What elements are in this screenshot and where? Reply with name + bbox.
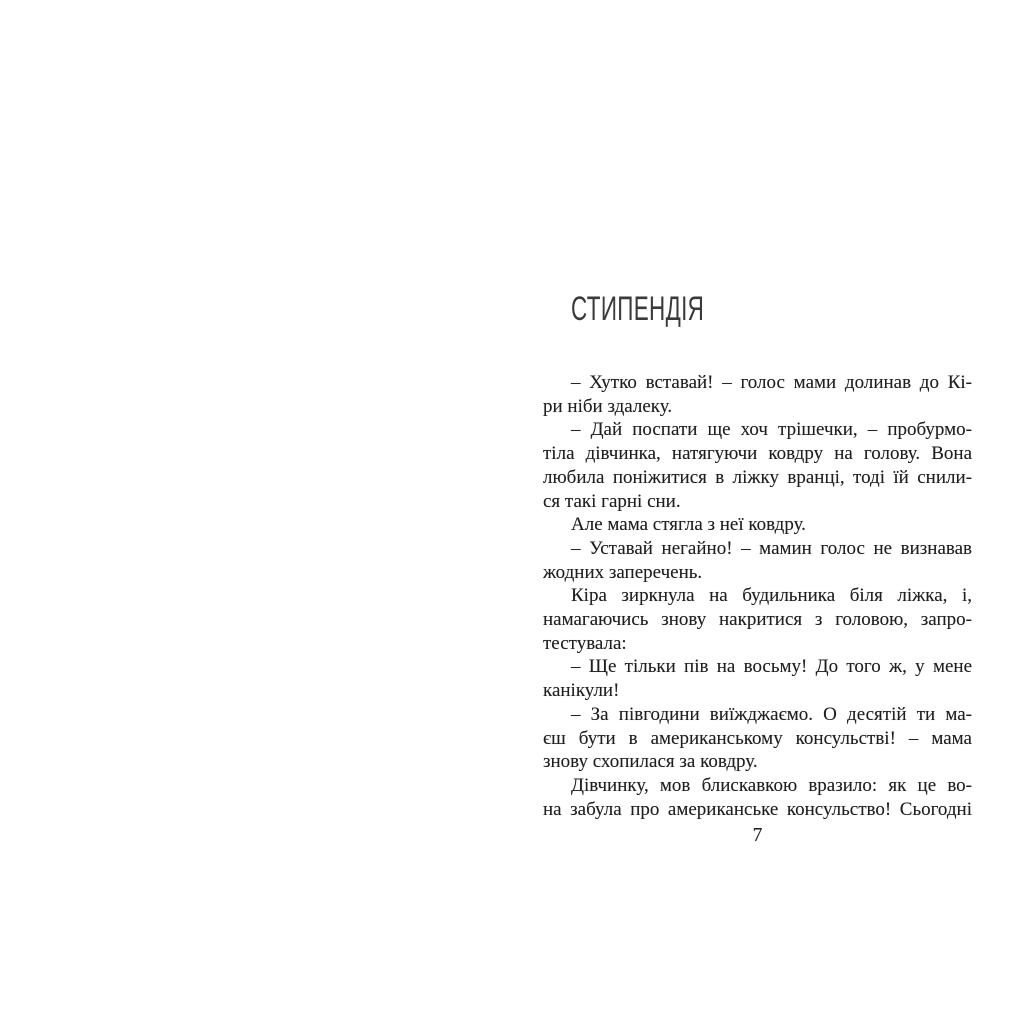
text-line: Кіра зиркнула на будильника біля ліжка, і, — [571, 585, 972, 607]
text-line: єш бути в американському консульстві! – мама — [543, 727, 972, 749]
text-line: на забула про американське консульство! Сьогодні — [543, 798, 972, 820]
text-line: любила поніжитися в ліжку вранці, тоді їй снили- — [543, 466, 972, 488]
text-line: – Дай поспати ще хоч трішечки, – пробурмо- — [571, 419, 972, 441]
text-line: ся такі гарні сни. — [543, 490, 681, 512]
text-line: ри ніби здалеку. — [543, 395, 673, 417]
chapter-title: СТИПЕНДІЯ — [571, 290, 705, 328]
text-line: канікули! — [543, 680, 620, 702]
page-number: 7 — [752, 825, 763, 846]
text-line: знову схопилася за ковдру. — [543, 751, 758, 773]
text-line: – Уставай негайно! – мамин голос не визнавав — [571, 537, 972, 559]
text-line: тестувала: — [543, 632, 627, 654]
text-line: – Ще тільки пів на восьму! До того ж, у мене — [571, 656, 972, 678]
text-line: Але мама стягла з неї ковдру. — [571, 514, 806, 536]
text-line: – За півгодини виїжджаємо. О десятій ти ма- — [571, 703, 972, 725]
text-line: – Хутко вставай! – голос мами долинав до Кі- — [571, 372, 972, 393]
body-text-block — [543, 371, 972, 821]
text-line: намагаючись знову накритися з головою, запро- — [543, 609, 972, 631]
text-line: жодних заперечень. — [543, 561, 703, 583]
text-line: тіла дівчинка, натягуючи ковдру на голову. Вона — [543, 443, 972, 465]
text-line: Дівчинку, мов блискавкою вразило: як це во- — [571, 774, 972, 796]
